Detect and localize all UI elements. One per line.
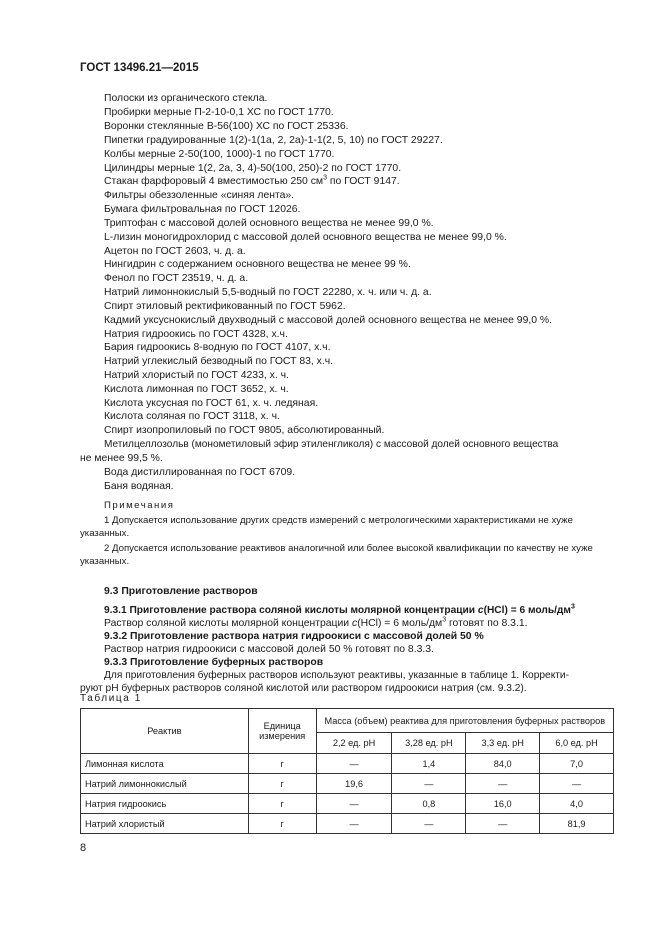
- list-item: Цилиндры мерные 1(2, 2а, 3, 4)-50(100, 250)-2 по ГОСТ 1770.: [104, 163, 402, 174]
- cell-reagent: Натрий лимоннокислый: [81, 774, 249, 794]
- list-item: Бумага фильтровальная по ГОСТ 12026.: [104, 204, 301, 215]
- list-item-continuation: не менее 99,5 %.: [80, 453, 163, 464]
- column-header-ph: 6,0 ед. рН: [540, 733, 614, 754]
- list-item: Фильтры обеззоленные «синяя лента».: [104, 190, 295, 201]
- column-header-mass: Масса (объем) реактива для приготовления буферных растворов: [316, 709, 613, 733]
- cell-value: 84,0: [466, 754, 540, 774]
- cell-value: 19,6: [316, 774, 392, 794]
- list-item-stakan: Стакан фарфоровый 4 вместимостью 250 $см^3$ по ГОСТ 9147.: [104, 174, 400, 187]
- subsection-title-1: 9.3.1 Приготовление раствора соляной кислоты молярной концентрации c(HCl) = 6 моль/$дм^3$: [104, 603, 575, 616]
- cell-unit: г: [248, 754, 316, 774]
- list-item: Натрий хлористый по ГОСТ 4233, х. ч.: [104, 370, 289, 381]
- subsection-text-1: Раствор соляной кислоты молярной концентрации c(HCl) = 6 моль/$дм^3$ готовят по 8.3.1.: [104, 616, 528, 629]
- list-item: Натрия гидроокись по ГОСТ 4328, х.ч.: [104, 329, 288, 340]
- cell-unit: г: [248, 794, 316, 814]
- cell-value: 1,4: [392, 754, 466, 774]
- list-item: Фенол по ГОСТ 23519, ч. д. а.: [104, 273, 249, 284]
- note-2-line: 2 Допускается использование реактивов аналогичной или более высокой квалификации по качеству не хуже: [104, 543, 593, 554]
- list-item: Кислота уксусная по ГОСТ 61, х. ч. ледяная.: [104, 398, 319, 409]
- list-item: Баня водяная.: [104, 481, 174, 492]
- table-row: [81, 794, 614, 814]
- note-1-line: 1 Допускается использование других средств измерений с метрологическими характеристиками не хуже: [104, 515, 573, 526]
- column-header-ph: 3,3 ед. рН: [466, 733, 540, 754]
- list-item: Полоски из органического стекла.: [104, 93, 268, 104]
- subsection-text-2: Раствор натрия гидроокиси с массовой долей 50 % готовят по 8.3.3.: [104, 644, 434, 655]
- subsection-text-3: Для приготовления буферных растворов используют реактивы, указанные в таблице 1. Корректи-: [104, 670, 570, 681]
- cell-value: —: [392, 774, 466, 794]
- list-item: Натрий лимоннокислый 5,5-водный по ГОСТ 22280, х. ч. или ч. д. а.: [104, 287, 432, 298]
- cell-value: —: [392, 814, 466, 834]
- cell-value: 4,0: [540, 794, 614, 814]
- document-header: ГОСТ 13496.21—2015: [80, 62, 199, 74]
- list-item: Кислота лимонная по ГОСТ 3652, х. ч.: [104, 384, 289, 395]
- list-item: Пипетки градуированные 1(2)-1(1а, 2, 2а)-1-1(2, 5, 10) по ГОСТ 29227.: [104, 135, 443, 146]
- column-header-ph: 2,2 ед. рН: [316, 733, 392, 754]
- cell-reagent: Лимонная кислота: [81, 754, 249, 774]
- page-number: 8: [80, 842, 87, 854]
- column-header-ph: 3,28 ед. рН: [392, 733, 466, 754]
- cell-value: —: [316, 814, 392, 834]
- list-item: Метилцеллозольв (монометиловый эфир этиленгликоля) с массовой долей основного вещества: [104, 439, 559, 450]
- note-1-line: указанных.: [80, 528, 130, 539]
- list-item: Ацетон по ГОСТ 2603, ч. д. а.: [104, 246, 246, 257]
- cell-value: —: [316, 794, 392, 814]
- list-item: Триптофан с массовой долей основного вещества не менее 99,0 %.: [104, 218, 434, 229]
- notes-title: Примечания: [104, 500, 175, 511]
- note-2-line: указанных.: [80, 556, 130, 567]
- list-item: Натрий углекислый безводный по ГОСТ 83, х.ч.: [104, 356, 334, 367]
- table-row: [81, 814, 614, 834]
- cell-value: 81,9: [540, 814, 614, 834]
- cell-value: —: [466, 774, 540, 794]
- list-item: Кадмий уксуснокислый двухводный с массовой долей основного вещества не менее 99,0 %.: [104, 315, 553, 326]
- table-row: [81, 754, 614, 774]
- cell-reagent: Натрий хлористый: [81, 814, 249, 834]
- table-caption: Таблица 1: [80, 693, 142, 704]
- cell-unit: г: [248, 814, 316, 834]
- cell-value: —: [316, 754, 392, 774]
- list-item: Спирт этиловый ректификованный по ГОСТ 5962.: [104, 301, 346, 312]
- list-item: Кислота соляная по ГОСТ 3118, х. ч.: [104, 411, 280, 422]
- cell-value: 16,0: [466, 794, 540, 814]
- list-item: Пробирки мерные П-2-10-0,1 ХС по ГОСТ 1770.: [104, 107, 334, 118]
- subsection-title-3: 9.3.3 Приготовление буферных растворов: [104, 657, 324, 668]
- cell-reagent: Натрия гидроокись: [81, 794, 249, 814]
- list-item: Воронки стеклянные В-56(100) ХС по ГОСТ 25336.: [104, 121, 349, 132]
- buffer-reagents-table: [80, 708, 614, 834]
- column-header-unit: Единица измерения: [248, 709, 316, 754]
- cell-value: —: [466, 814, 540, 834]
- list-item: Спирт изопропиловый по ГОСТ 9805, абсолютированный.: [104, 425, 385, 436]
- cell-value: —: [540, 774, 614, 794]
- list-item: Вода дистиллированная по ГОСТ 6709.: [104, 467, 296, 478]
- subsection-title-2: 9.3.2 Приготовление раствора натрия гидроокиси с массовой долей 50 %: [104, 631, 484, 642]
- column-header-reagent: Реактив: [81, 709, 249, 754]
- cell-value: 0,8: [392, 794, 466, 814]
- list-item: Нингидрин с содержанием основного вещества не менее 99 %.: [104, 259, 411, 270]
- list-item: L-лизин моногидрохлорид с массовой долей основного вещества не менее 99,0 %.: [104, 232, 507, 243]
- section-title: 9.3 Приготовление растворов: [104, 586, 258, 597]
- cell-value: 7,0: [540, 754, 614, 774]
- cell-unit: г: [248, 774, 316, 794]
- list-item: Бария гидроокись 8-водную по ГОСТ 4107, х.ч.: [104, 342, 331, 353]
- list-item: Колбы мерные 2-50(100, 1000)-1 по ГОСТ 1770.: [104, 149, 335, 160]
- subsection-text-3: руют рН буферных растворов соляной кислотой или раствором гидроокиси натрия (см. 9.3.2).: [80, 683, 527, 694]
- table-row: [81, 774, 614, 794]
